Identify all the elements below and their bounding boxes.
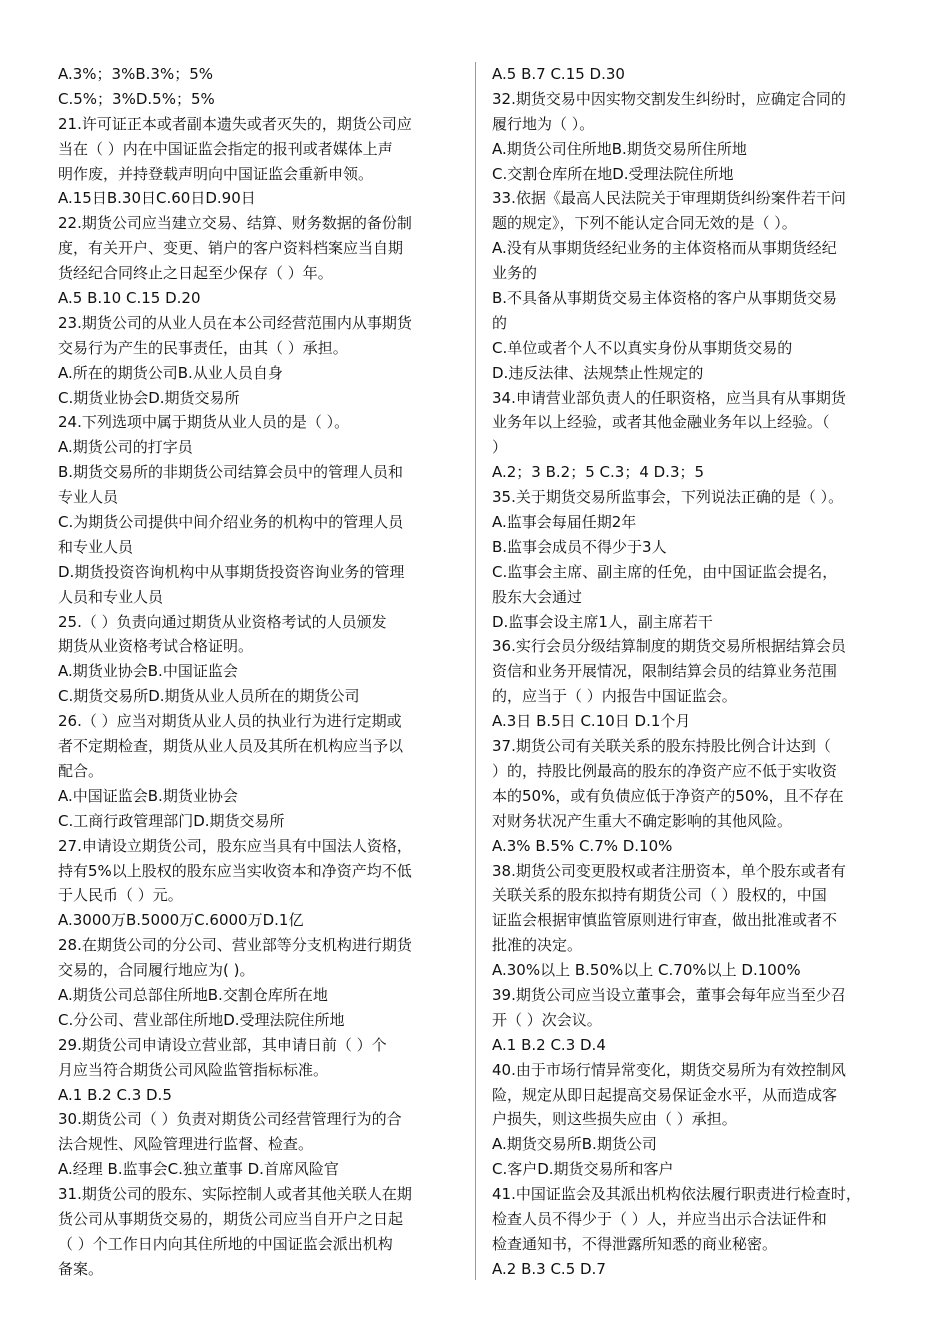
text-line: 29.期货公司申请设立营业部，其申请日前（ ）个 (58, 1035, 387, 1054)
text-line: 检查通知书，不得泄露所知悉的商业秘密。 (492, 1234, 778, 1253)
text-line: 证监会根据审慎监管原则进行审查，做出批准或者不 (492, 911, 838, 930)
text-line: A.期货公司住所地B.期货交易所住所地 (492, 139, 747, 158)
text-line: 的 (492, 313, 508, 332)
text-line: C.单位或者个人不以真实身份从事期货交易的 (492, 338, 793, 357)
text-line: 专业人员 (58, 488, 119, 507)
text-line: 户损失，则这些损失应由（ ）承担。 (492, 1110, 737, 1129)
text-line: A.3% B.5% C.7% D.10% (492, 836, 673, 855)
text-line: （ ）个工作日内向其住所地的中国证监会派出机构 (58, 1234, 393, 1253)
text-line: A.5 B.7 C.15 D.30 (492, 65, 625, 83)
text-line: 人员和专业人员 (58, 587, 164, 606)
text-line: D.期货投资咨询机构中从事期货投资咨询业务的管理 (58, 562, 405, 581)
text-line: A.3%；3%B.3%；5% (58, 65, 214, 83)
text-line: A.2 B.3 C.5 D.7 (492, 1259, 606, 1278)
text-line: 36.实行会员分级结算制度的期货交易所根据结算会员 (492, 637, 846, 656)
text-line: A.2；3 B.2；5 C.3；4 D.3；5 (492, 463, 705, 482)
text-line: A.5 B.10 C.15 D.20 (58, 289, 201, 308)
text-line: 开（ ）次会议。 (492, 1010, 602, 1029)
text-line: 持有5%以上股权的股东应当实收资本和净资产均不低 (58, 861, 412, 880)
text-line: 检查人员不得少于（ ）人，并应当出示合法证件和 (492, 1209, 827, 1228)
text-line: C.为期货公司提供中间介绍业务的机构中的管理人员 (58, 513, 404, 532)
text-line: 度，有关开户、变更、销户的客户资料档案应当自期 (58, 239, 404, 258)
right-column (492, 62, 902, 1282)
text-line: 32.期货交易中因实物交割发生纠纷时，应确定合同的 (492, 89, 846, 108)
text-line: C.工商行政管理部门D.期货交易所 (58, 811, 285, 830)
text-line: 24.下列选项中属于期货从业人员的是（ ）。 (58, 413, 350, 432)
text-line: 21.许可证正本或者副本遗失或者灭失的，期货公司应 (58, 114, 412, 133)
text-line: 履行地为（ ）。 (492, 114, 595, 133)
text-line: 30.期货公司（ ）负责对期货公司经营管理行为的合 (58, 1110, 402, 1129)
text-line: A.期货业协会B.中国证监会 (58, 662, 238, 681)
text-line: A.监事会每届任期2年 (492, 513, 637, 532)
text-line: 22.期货公司应当建立交易、结算、财务数据的备份制 (58, 214, 412, 233)
text-line: C.监事会主席、副主席的任免，由中国证监会提名， (492, 562, 838, 581)
text-line: 批准的决定。 (492, 936, 583, 955)
text-line: B.监事会成员不得少于3人 (492, 537, 667, 556)
text-line: A.中国证监会B.期货业协会 (58, 786, 238, 805)
text-line: 配合。 (58, 761, 104, 780)
text-line: 对财务状况产生重大不确定影响的其他风险。 (492, 811, 793, 830)
text-line: 关联关系的股东拟持有期货公司（ ）股权的，中国 (492, 886, 827, 905)
text-line: 于人民币（ ）元。 (58, 886, 183, 905)
text-line: 27.申请设立期货公司，股东应当具有中国法人资格， (58, 836, 412, 855)
text-line: 23.期货公司的从业人员在本公司经营范围内从事期货 (58, 313, 412, 332)
text-line: A.没有从事期货经纪业务的主体资格而从事期货经纪 (492, 239, 837, 258)
text-line: 31.期货公司的股东、实际控制人或者其他关联人在期 (58, 1185, 412, 1204)
text-line: 26.（ ）应当对期货从业人员的执业行为进行定期或 (58, 712, 402, 731)
text-line: 41.中国证监会及其派出机构依法履行职责进行检查时， (492, 1185, 861, 1204)
column-divider (475, 62, 476, 1280)
left-column (58, 62, 460, 1282)
text-line: 34.申请营业部负责人的任职资格，应当具有从事期货 (492, 388, 846, 407)
text-line: 题的规定》，下列不能认定合同无效的是（ ）。 (492, 214, 797, 233)
text-line: 交易行为产生的民事责任，由其（ ）承担。 (58, 338, 348, 357)
text-line: 38.期货公司变更股权或者注册资本，单个股东或者有 (492, 861, 846, 880)
text-line: ） (492, 438, 508, 457)
text-line: 本的50%，或有负债应低于净资产的50%，且不存在 (492, 786, 844, 805)
text-line: 37.期货公司有关联关系的股东持股比例合计达到（ (492, 737, 831, 756)
text-line: 28.在期货公司的分公司、营业部等分支机构进行期货 (58, 936, 412, 955)
text-line: A.3日 B.5日 C.10日 D.1个月 (492, 712, 691, 731)
text-line: 35.关于期货交易所监事会，下列说法正确的是（ ）。 (492, 488, 844, 507)
text-line: 者不定期检查，期货从业人员及其所在机构应当予以 (58, 737, 404, 756)
text-line: ）的，持股比例最高的股东的净资产应不低于实收资 (492, 761, 838, 780)
text-line: 货公司从事期货交易的，期货公司应当自开户之日起 (58, 1209, 404, 1228)
text-line: 股东大会通过 (492, 587, 583, 606)
text-line: A.30%以上 B.50%以上 C.70%以上 D.100% (492, 961, 801, 980)
text-line: D.监事会设主席1人，副主席若干 (492, 612, 713, 631)
text-line: A.经理 B.监事会C.独立董事 D.首席风险官 (58, 1160, 339, 1179)
text-line: A.期货公司总部住所地B.交割仓库所在地 (58, 985, 328, 1004)
text-line: 业务的 (492, 264, 538, 283)
text-line: C.分公司、营业部住所地D.受理法院住所地 (58, 1010, 345, 1029)
text-line: C.客户D.期货交易所和客户 (492, 1160, 674, 1179)
text-line: 法合规性、风险管理进行监督、检查。 (58, 1135, 314, 1154)
text-line: C.期货业协会D.期货交易所 (58, 388, 240, 407)
text-line: 和专业人员 (58, 537, 134, 556)
text-line: 39.期货公司应当设立董事会，董事会每年应当至少召 (492, 985, 846, 1004)
text-line: 交易的，合同履行地应为( )。 (58, 961, 255, 980)
text-line: 40.由于市场行情异常变化，期货交易所为有效控制风 (492, 1060, 846, 1079)
text-line: 期货从业资格考试合格证明。 (58, 637, 254, 656)
text-line: 资信和业务开展情况，限制结算会员的结算业务范围 (492, 662, 838, 681)
text-line: A.所在的期货公司B.从业人员自身 (58, 363, 283, 382)
text-line: 25.（ ）负责向通过期货从业资格考试的人员颁发 (58, 612, 387, 631)
text-line: 货经纪合同终止之日起至少保存（ ）年。 (58, 264, 333, 283)
text-line: 业务年以上经验，或者其他金融业务年以上经验。（ (492, 413, 830, 432)
text-line: A.1 B.2 C.3 D.4 (492, 1035, 606, 1054)
text-line: A.1 B.2 C.3 D.5 (58, 1085, 172, 1104)
text-line: A.15日B.30日C.60日D.90日 (58, 189, 256, 208)
text-line: 的，应当于（ ）内报告中国证监会。 (492, 687, 737, 706)
text-line: D.违反法律、法规禁止性规定的 (492, 363, 704, 382)
text-line: 险，规定从即日起提高交易保证金水平，从而造成客 (492, 1085, 838, 1104)
text-line: A.期货公司的打字员 (58, 438, 193, 457)
text-line: B.期货交易所的非期货公司结算会员中的管理人员和 (58, 463, 404, 482)
text-line: A.3000万B.5000万C.6000万D.1亿 (58, 911, 304, 930)
text-line: A.期货交易所B.期货公司 (492, 1135, 657, 1154)
text-line: 明作废，并持登载声明向中国证监会重新申领。 (58, 164, 374, 183)
text-line: 月应当符合期货公司风险监管指标标准。 (58, 1060, 329, 1079)
text-line: 33.依据《最高人民法院关于审理期货纠纷案件若干问 (492, 189, 846, 208)
text-line: B.不具备从事期货交易主体资格的客户从事期货交易 (492, 289, 838, 308)
text-line: C.交割仓库所在地D.受理法院住所地 (492, 164, 734, 183)
text-line: 当在（ ）内在中国证监会指定的报刊或者媒体上声 (58, 139, 393, 158)
text-line: C.5%；3%D.5%；5% (58, 89, 215, 108)
text-line: C.期货交易所D.期货从业人员所在的期货公司 (58, 687, 360, 706)
text-line: 备案。 (58, 1259, 104, 1278)
